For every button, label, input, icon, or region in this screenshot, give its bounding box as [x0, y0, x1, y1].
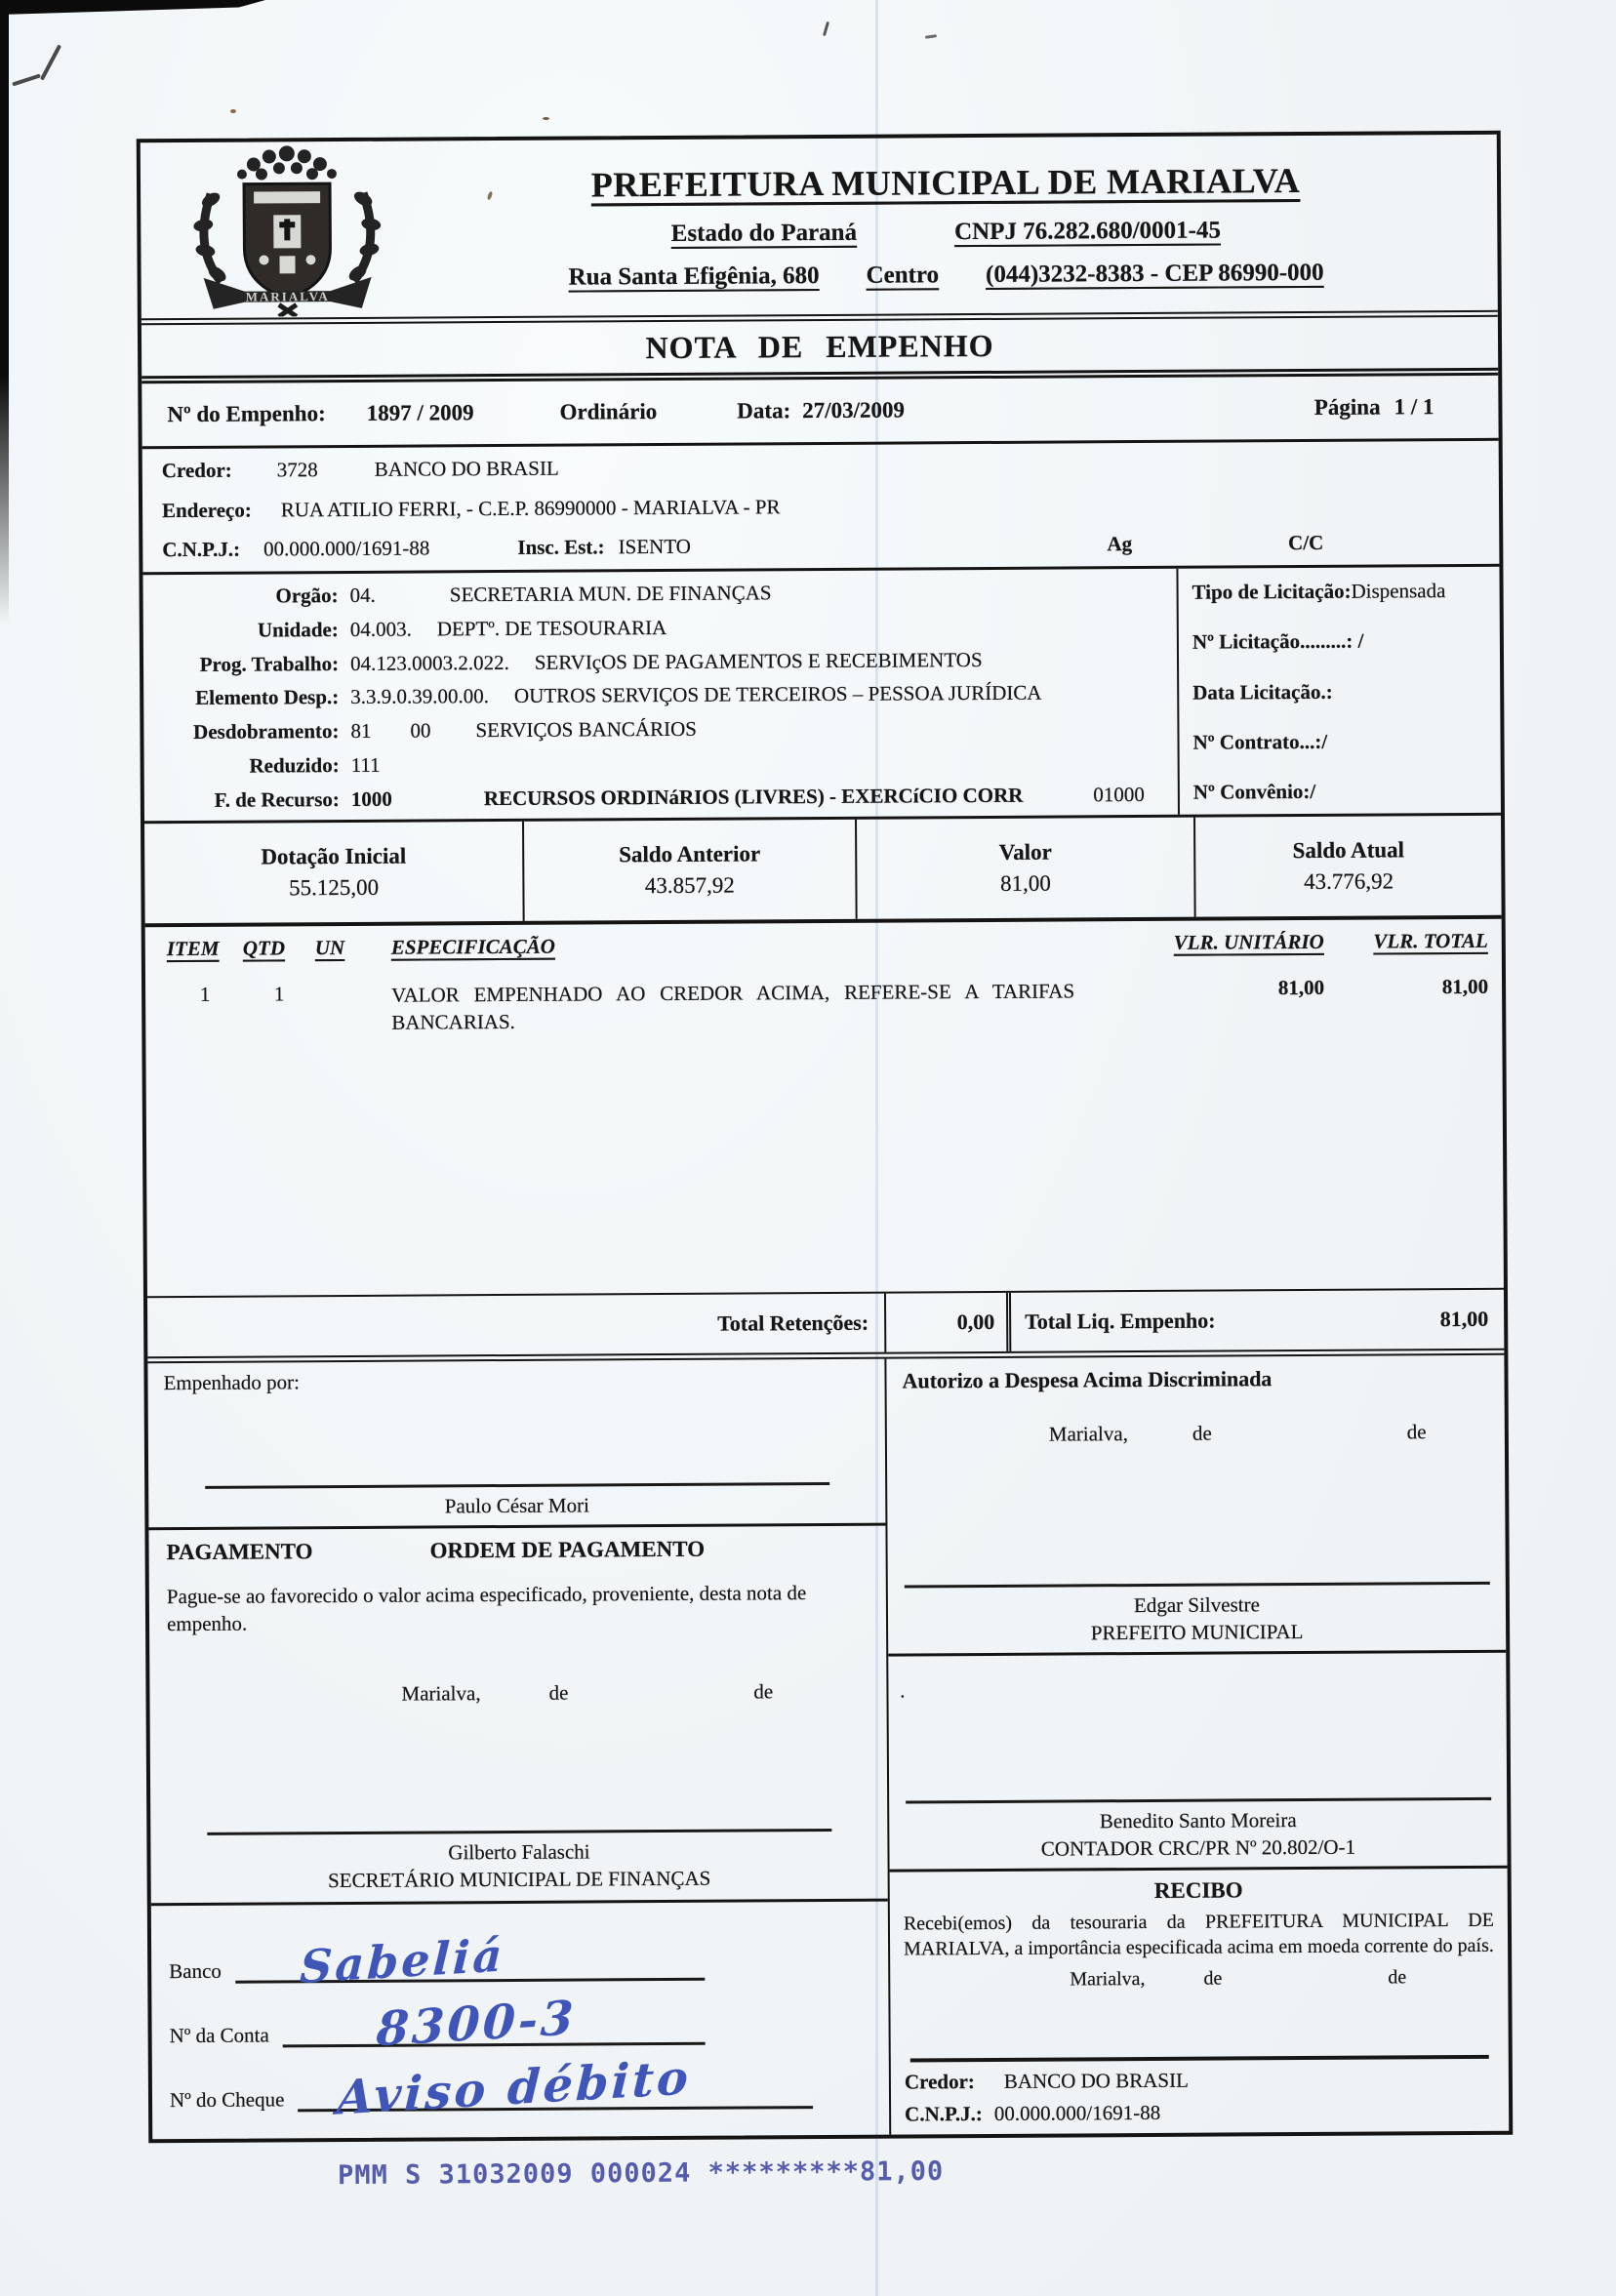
prefeitura-title: PREFEITURA MUNICIPAL DE MARIALVA	[590, 161, 1301, 205]
conta-field	[169, 1991, 870, 2058]
pagamento-cidade: Marialva,	[401, 1680, 481, 1706]
item-number: 1	[199, 982, 211, 1006]
autorizacao-cidade: Marialva,	[1048, 1422, 1128, 1446]
conta-handwriting: 8300-3	[375, 1991, 578, 2058]
empenhado-por-label: Empenhado por:	[163, 1370, 300, 1395]
contador-cargo: CONTADOR CRC/PR Nº 20.802/O-1	[1040, 1834, 1356, 1861]
autorizacao-assinante: Edgar Silvestre	[1133, 1592, 1260, 1618]
col-un-header: UN	[314, 936, 345, 960]
recibo-credor-value: BANCO DO BRASIL	[1003, 2068, 1189, 2093]
cnpj-value: 00.000.000/1691-88	[263, 536, 430, 561]
desdobramento-code: 81	[350, 719, 372, 744]
pagamento-texto: Pague-se ao favorecido o valor acima especificado, proveniente, desta nota de empenho.	[166, 1581, 807, 1636]
signature-line	[205, 1482, 829, 1489]
items-section	[145, 919, 1504, 1298]
fonte-recurso-code: 1000	[350, 786, 392, 811]
signature-line	[910, 2055, 1489, 2063]
pagamento-box	[148, 1526, 906, 1907]
tipo-licitacao-label: Tipo de Licitação:	[1192, 579, 1352, 604]
saldo-anterior-header: Saldo Anterior	[619, 841, 761, 867]
nota-de-empenho-form	[137, 131, 1514, 2144]
pagamento-cargo: SECRETÁRIO MUNICIPAL DE FINANÇAS	[327, 1866, 711, 1892]
banco-handwriting: Sabeliá	[298, 1928, 506, 1994]
numero-convenio: Nº Convênio:/	[1192, 779, 1316, 804]
unidade-desc: DEPTº. DE TESOURARIA	[436, 615, 667, 641]
conta-fill-line	[283, 1991, 706, 2058]
credor-name: BANCO DO BRASIL	[374, 456, 559, 481]
banco-fill-line	[235, 1928, 706, 1994]
autorizacao-box	[886, 1355, 1506, 1657]
pagamento-ponto: .	[900, 1678, 906, 1703]
empenho-date-label: Data:	[737, 398, 791, 423]
dotacao-inicial-header: Dotação Inicial	[261, 843, 407, 869]
recibo-credor-label: Credor:	[904, 2070, 975, 2094]
recibo-title: RECIBO	[1153, 1877, 1243, 1903]
scan-speck	[543, 117, 549, 120]
orgao-code: 04.	[349, 583, 376, 607]
contador-assinante: Benedito Santo Moreira	[1099, 1808, 1297, 1833]
total-retencoes-label: Total Retenções:	[717, 1309, 869, 1336]
desdobramento-subcode: 00	[410, 718, 431, 743]
saldo-atual-cell	[1195, 816, 1501, 917]
insc-est-value: ISENTO	[618, 534, 691, 559]
endereco-value: RUA ATILIO FERRI, - C.E.P. 86990000 - MARIALVA - PR	[280, 494, 781, 521]
item-especificacao: VALOR EMPENHADO AO CREDOR ACIMA, REFERE-SE A TARIFAS BANCARIAS.	[391, 979, 1075, 1035]
ink-mark-artifact	[925, 34, 937, 39]
prefeitura-phone-cep: (044)3232-8383 - CEP 86990-000	[986, 259, 1324, 288]
col-especificacao-header: ESPECIFICAÇÃO	[390, 934, 555, 959]
saldo-atual-value: 43.776,92	[1303, 868, 1394, 894]
autorizacao-de1: de	[1192, 1421, 1212, 1445]
classification-details	[142, 569, 1178, 821]
logo-container	[141, 141, 434, 318]
signatures-zone	[147, 1355, 1509, 2139]
pagamento-de2: de	[753, 1679, 774, 1704]
banco-label: Banco	[169, 1958, 222, 1984]
pen-stroke-artifact	[12, 73, 41, 86]
empenho-type: Ordinário	[559, 399, 658, 424]
document-title: NOTA DE EMPENHO	[645, 327, 994, 365]
pagamento-title: PAGAMENTO	[166, 1539, 313, 1565]
empenhado-por-assinante: Paulo César Mori	[444, 1493, 589, 1518]
page-label: Página	[1313, 394, 1381, 420]
recibo-cnpj-label: C.N.P.J.:	[905, 2102, 983, 2126]
budget-classification-section	[142, 567, 1501, 824]
elemento-despesa-desc: OUTROS SERVIÇOS DE TERCEIROS – PESSOA JURÍDICA	[513, 681, 1042, 708]
data-licitacao: Data Licitação.:	[1192, 679, 1333, 705]
document-title-bar	[141, 317, 1498, 383]
col-qtd-header: QTD	[242, 936, 286, 960]
endereco-label: Endereço:	[161, 498, 252, 522]
empenho-number-label: Nº do Empenho:	[167, 401, 326, 427]
signature-line	[904, 1582, 1489, 1589]
numero-licitacao: Nº Licitação.........: /	[1192, 628, 1364, 654]
dotacao-inicial-value: 55.125,00	[288, 874, 380, 901]
recibo-cidade: Marialva,	[1070, 1967, 1146, 1991]
empenho-number: 1897 / 2009	[366, 400, 474, 425]
cheque-field	[169, 2050, 871, 2126]
ink-mark-artifact	[823, 21, 829, 36]
empenhado-por-box	[147, 1359, 885, 1531]
col-vlr-unitario-header: VLR. UNITÁRIO	[1173, 929, 1324, 954]
item-row	[145, 953, 1502, 1038]
scan-edge-artifact	[0, 0, 265, 15]
total-liq-empenho-label: Total Liq. Empenho:	[1025, 1308, 1216, 1334]
insc-est-label: Insc. Est.:	[517, 535, 605, 559]
empenho-info-row	[141, 376, 1498, 449]
cheque-label: Nº do Cheque	[169, 2087, 285, 2113]
pagamento-assinante: Gilberto Falaschi	[448, 1839, 590, 1865]
credor-label: Credor:	[161, 458, 232, 483]
autorizacao-title: Autorizo a Despesa Acima Discriminada	[902, 1366, 1273, 1393]
recibo-de2: de	[1388, 1966, 1407, 1989]
estado-label: Estado do Paraná	[670, 219, 858, 247]
scan-speck	[230, 109, 236, 113]
left-signature-column	[147, 1359, 906, 2140]
signature-line	[906, 1797, 1491, 1804]
header-text-block	[433, 135, 1498, 317]
signature-line	[207, 1829, 831, 1835]
recibo-cnpj-value: 00.000.000/1691-88	[993, 2100, 1161, 2125]
fonte-recurso-label: F. de Recurso:	[214, 786, 340, 812]
recibo-box	[890, 1869, 1510, 2135]
totals-row	[147, 1290, 1504, 1363]
valor-cell	[857, 818, 1196, 919]
desdobramento-label: Desdobramento:	[193, 719, 340, 745]
agencia-label: Ag	[1107, 532, 1133, 556]
credor-code: 3728	[276, 458, 318, 482]
form-header	[141, 135, 1498, 325]
prog-trabalho-desc: SERVIçOS DE PAGAMENTOS E RECEBIMENTOS	[534, 647, 983, 674]
prog-trabalho-code: 04.123.0003.2.022.	[349, 650, 509, 675]
saldo-anterior-cell	[524, 820, 857, 921]
page-number: 1 / 1	[1394, 394, 1434, 420]
valor-value: 81,00	[999, 870, 1051, 896]
conta-label: Nº da Conta	[169, 2023, 269, 2048]
empenho-date: 27/03/2009	[802, 397, 906, 423]
reduzido-label: Reduzido:	[249, 753, 340, 778]
elemento-despesa-code: 3.3.9.0.39.00.00.	[350, 684, 490, 709]
bank-fields-box	[151, 1902, 889, 2140]
valor-header: Valor	[998, 839, 1052, 865]
numero-contrato: Nº Contrato...:/	[1192, 729, 1328, 754]
autorizacao-de2: de	[1406, 1420, 1427, 1444]
prefeitura-district: Centro	[866, 262, 940, 289]
banco-field	[169, 1928, 870, 1994]
total-retencoes-value: 0,00	[956, 1309, 995, 1335]
conta-corrente-label: C/C	[1288, 530, 1324, 555]
pagamento-de1: de	[548, 1680, 569, 1705]
dotacao-table	[144, 816, 1502, 927]
autorizacao-cargo: PREFEITO MUNICIPAL	[1090, 1619, 1304, 1645]
unidade-label: Unidade:	[257, 617, 339, 642]
recibo-de1: de	[1203, 1967, 1223, 1990]
fonte-recurso-code2: 01000	[1093, 782, 1145, 807]
prefeitura-address: Rua Santa Efigênia, 680	[568, 262, 820, 291]
orgao-desc: SECRETARIA MUN. DE FINANÇAS	[449, 581, 772, 607]
right-signature-column	[886, 1355, 1509, 2135]
fonte-recurso-desc: RECURSOS ORDINáRIOS (LIVRES) - EXERCíCIO CORR	[483, 783, 1024, 811]
unidade-code: 04.003.	[349, 617, 412, 641]
col-item-header: ITEM	[166, 936, 220, 961]
item-vlr-unitario: 81,00	[1277, 975, 1325, 1000]
reduzido-value: 111	[350, 752, 381, 778]
saldo-anterior-value: 43.857,92	[644, 872, 735, 899]
item-vlr-total: 81,00	[1441, 974, 1489, 999]
municipal-crest-logo	[178, 142, 397, 317]
total-liq-empenho-value: 81,00	[1439, 1306, 1489, 1332]
licitacao-details	[1176, 567, 1501, 815]
recibo-texto: Recebi(emos) da tesouraria da PREFEITURA MUNICIPAL DE MARIALVA, a importância especificada acima em moeda corrente do país.	[903, 1909, 1494, 1960]
saldo-atual-header: Saldo Atual	[1292, 837, 1405, 864]
contador-box	[888, 1653, 1507, 1873]
desdobramento-desc: SERVIÇOS BANCÁRIOS	[475, 717, 697, 743]
orgao-label: Orgão:	[275, 584, 339, 608]
dot-matrix-stamp-line: PMM S 31032009 000024 *********81,00	[337, 2155, 945, 2192]
credor-section	[142, 441, 1500, 575]
pen-stroke-artifact	[40, 44, 61, 80]
ordem-pagamento-title: ORDEM DE PAGAMENTO	[429, 1536, 706, 1563]
cheque-fill-line	[298, 2050, 813, 2126]
elemento-despesa-label: Elemento Desp.:	[195, 685, 340, 710]
scan-edge-artifact	[0, 0, 9, 624]
prog-trabalho-label: Prog. Trabalho:	[199, 651, 340, 676]
tipo-licitacao-value: Dispensada	[1351, 579, 1446, 603]
item-qty: 1	[273, 982, 285, 1006]
cheque-handwriting: Aviso débito	[336, 2050, 693, 2126]
cnpj-label: C.N.P.J.:	[162, 537, 241, 562]
dotacao-inicial-cell	[144, 822, 525, 923]
svg-text:MARIALVA: MARIALVA	[245, 289, 330, 304]
prefeitura-cnpj: CNPJ 76.282.680/0001-45	[953, 217, 1222, 246]
col-vlr-total-header: VLR. TOTAL	[1373, 928, 1488, 953]
